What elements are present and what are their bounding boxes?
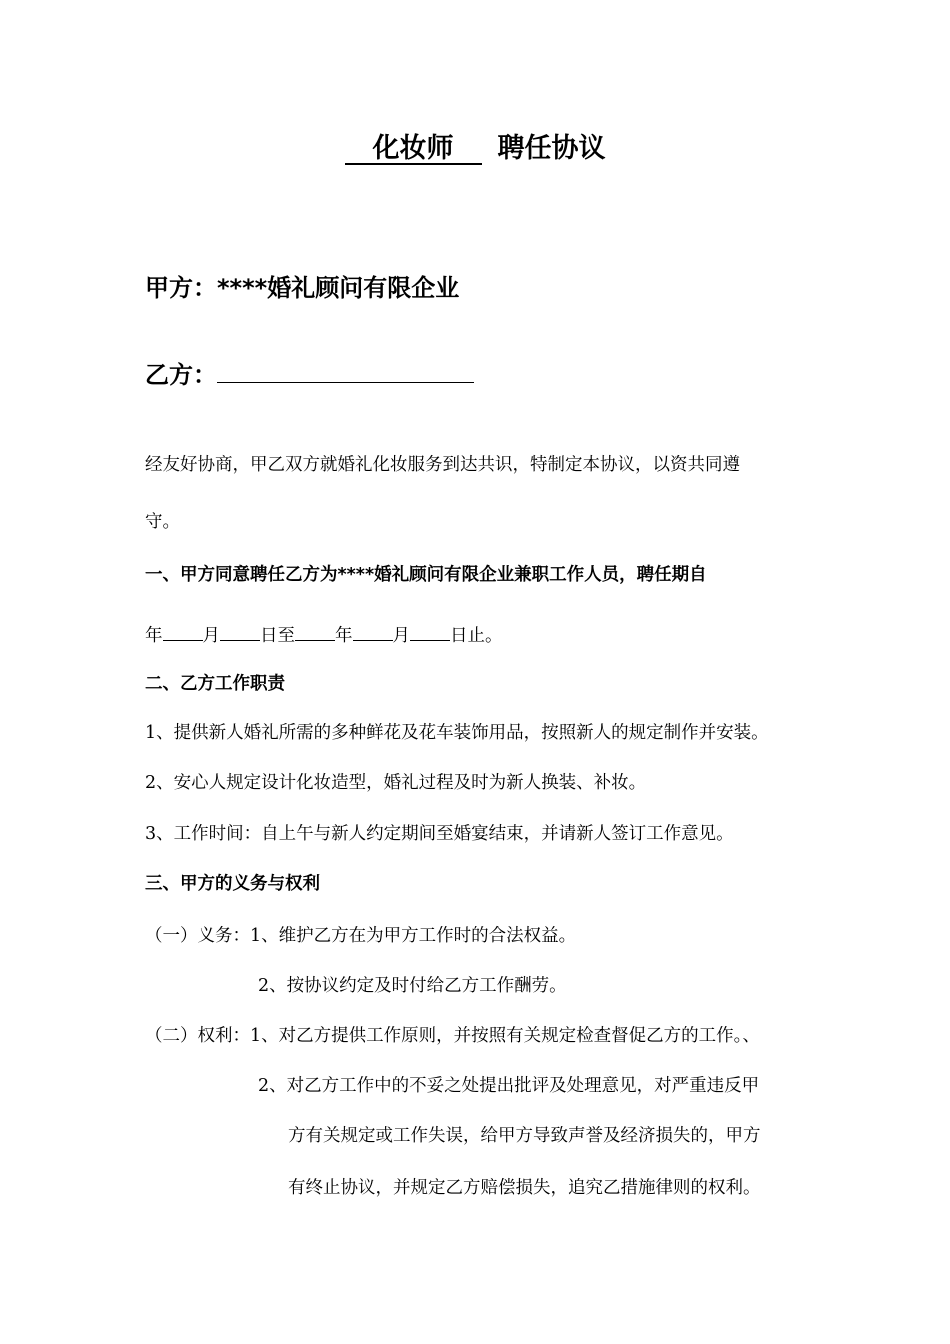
blank-month-start[interactable]	[220, 624, 260, 641]
blank-day-end[interactable]	[410, 624, 450, 641]
section-2-heading: 二、乙方工作职责	[145, 674, 285, 694]
date-year-start: 年	[145, 626, 163, 646]
section-2-item-1: 1、提供新人婚礼所需的多种鲜花及花车装饰用品，按照新人的规定制作并安装。	[145, 723, 769, 743]
date-month-start: 月	[202, 626, 220, 646]
party-b-label: 乙方：	[145, 361, 217, 389]
duty-1: （一）义务：1、维护乙方在为甲方工作时的合法权益。	[145, 926, 577, 946]
section-2-item-3: 3、工作时间：自上午与新人约定期间至婚宴结束，并请新人签订工作意见。	[145, 824, 734, 844]
duty-2: 2、按协议约定及时付给乙方工作酬劳。	[258, 976, 567, 996]
right-2-line-2: 方有关规定或工作失误，给甲方导致声誉及经济损失的，甲方	[288, 1126, 761, 1146]
document-title	[0, 135, 950, 165]
blank-month-end[interactable]	[353, 624, 393, 641]
title-suffix: 聘任协议	[497, 133, 606, 164]
party-b-blank[interactable]	[217, 360, 474, 383]
intro-line-1: 经友好协商，甲乙双方就婚礼化妆服务到达共识，特制定本协议，以资共同遵	[145, 455, 740, 475]
party-b	[145, 360, 474, 387]
section-3-heading: 三、甲方的义务与权利	[145, 874, 320, 894]
party-a: 甲方：****婚礼顾问有限企业	[145, 274, 460, 302]
title-role: 化妆师	[345, 135, 482, 165]
section-1-line-1: 一、甲方同意聘任乙方为****婚礼顾问有限企业兼职工作人员，聘任期自	[145, 565, 707, 585]
date-day-end: 日止。	[450, 626, 503, 646]
section-2-item-2: 2、安心人规定设计化妆造型，婚礼过程及时为新人换装、补妆。	[145, 773, 647, 793]
right-2-line-3: 有终止协议，并规定乙方赔偿损失，追究乙措施律则的权利。	[288, 1178, 761, 1198]
date-month-end: 月	[392, 626, 410, 646]
date-year-end: 年	[335, 626, 353, 646]
section-1-dates	[145, 624, 503, 646]
date-day-start: 日至	[260, 626, 295, 646]
blank-year-end[interactable]	[295, 624, 335, 641]
blank-year-start[interactable]	[163, 624, 203, 641]
intro-line-2: 守。	[145, 512, 180, 532]
right-1: （二）权利：1、对乙方提供工作原则，并按照有关规定检查督促乙方的工作。、	[145, 1026, 760, 1046]
right-2-line-1: 2、对乙方工作中的不妥之处提出批评及处理意见，对严重违反甲	[258, 1076, 760, 1096]
